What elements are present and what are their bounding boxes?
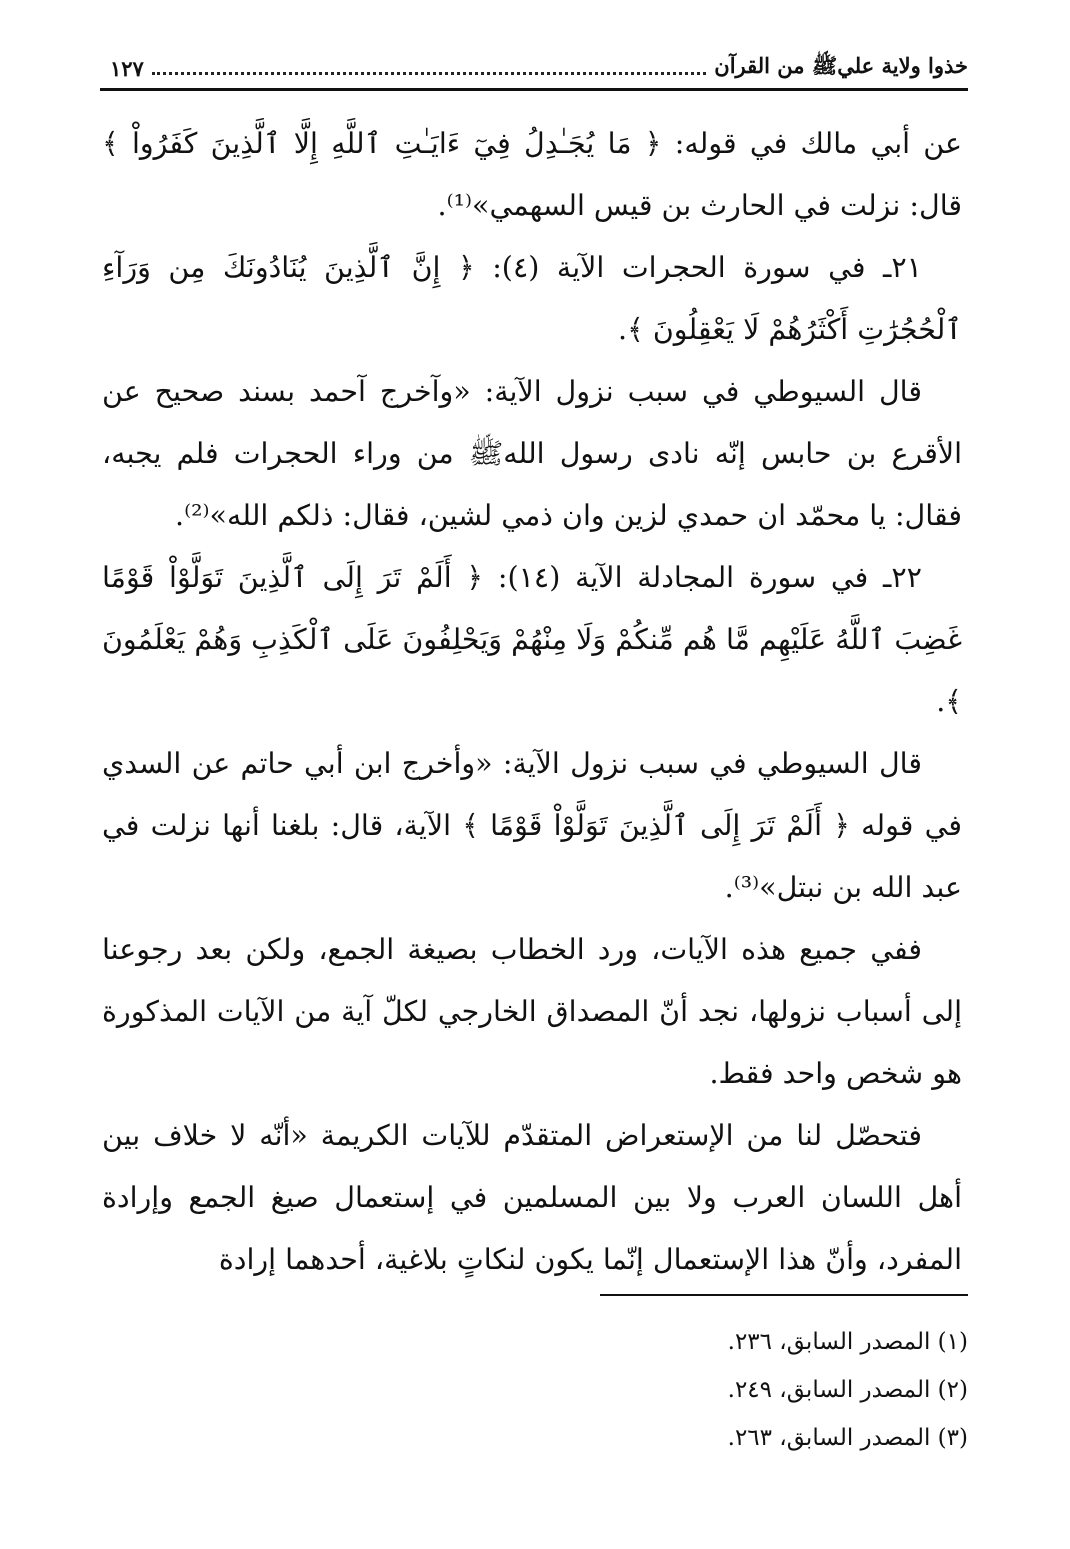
paragraph-1: عن أبي مالك في قوله: ﴿ مَا يُجَـٰدِلُ فِيٓ ءَايَـٰتِ ٱللَّهِ إِلَّا ٱلَّذِينَ كَفَرُواْ ﴾ قال: نزلت في الحارث بن قيس السهمي»⁽¹⁾. xyxy=(102,127,962,222)
footnote-2: (٢) المصدر السابق، ٢٤٩. xyxy=(727,1377,968,1403)
header-title: خذوا ولاية عليﷺ من القرآن xyxy=(714,52,968,78)
footnote-divider xyxy=(600,1294,968,1296)
paragraph-5: قال السيوطي في سبب نزول الآية: «وأخرج ابن أبي حاتم عن السدي في قوله ﴿ أَلَمْ تَرَ إِلَى ٱلَّذِينَ تَوَلَّوْاْ قَوْمًا ﴾ الآية، قال: بلغنا أنها نزلت في عبد الله بن نبتل»⁽³⁾. xyxy=(102,747,962,904)
footnote-3: (٣) المصدر السابق، ٢٦٣. xyxy=(727,1425,968,1451)
paragraph-6: ففي جميع هذه الآيات، ورد الخطاب بصيغة الجمع، ولكن بعد رجوعنا إلى أسباب نزولها، نجد أنّ المصداق الخارجي لكلّ آية من الآيات المذكورة هو شخص واحد فقط. xyxy=(102,933,962,1090)
paragraph-3: قال السيوطي في سبب نزول الآية: «وآخرج آحمد بسند صحيح عن الأقرع بن حابس إنّه نادى رسول اللهﷺ من وراء الحجرات فلم يجبه، فقال: يا محمّد ان حمدي لزين وان ذمي لشين، فقال: ذلكم الله»⁽²⁾. xyxy=(102,375,962,532)
footnotes xyxy=(368,1318,968,1462)
paragraph-7: فتحصّل لنا من الإستعراض المتقدّم للآيات الكريمة «أنّه لا خلاف بين أهل اللسان العرب ولا بين المسلمين في إستعمال صيغ الجمع وإرادة المفرد، وأنّ هذا الإستعمال إنّما يكون لنكاتٍ بلاغية، أحدهما إرادة xyxy=(102,1119,962,1276)
running-header xyxy=(100,48,968,91)
footnote-1: (١) المصدر السابق، ٢٣٦. xyxy=(727,1329,968,1355)
paragraph-4: ٢٢ـ في سورة المجادلة الآية (١٤): ﴿ أَلَمْ تَرَ إِلَى ٱلَّذِينَ تَوَلَّوْاْ قَوْمًا غَضِبَ ٱللَّهُ عَلَيْهِم مَّا هُم مِّنكُمْ وَلَا مِنْهُمْ وَيَحْلِفُونَ عَلَى ٱلْكَذِبِ وَهُمْ يَعْلَمُونَ ﴾. xyxy=(102,561,962,718)
page-number: ١٢٧ xyxy=(110,55,144,81)
header-dot-leader xyxy=(152,72,706,75)
paragraph-2: ٢١ـ في سورة الحجرات الآية (٤): ﴿ إِنَّ ٱلَّذِينَ يُنَادُونَكَ مِن وَرَآءِ ٱلْحُجُرَٰتِ أَكْثَرُهُمْ لَا يَعْقِلُونَ ﴾. xyxy=(102,251,962,346)
main-text xyxy=(102,113,962,1291)
